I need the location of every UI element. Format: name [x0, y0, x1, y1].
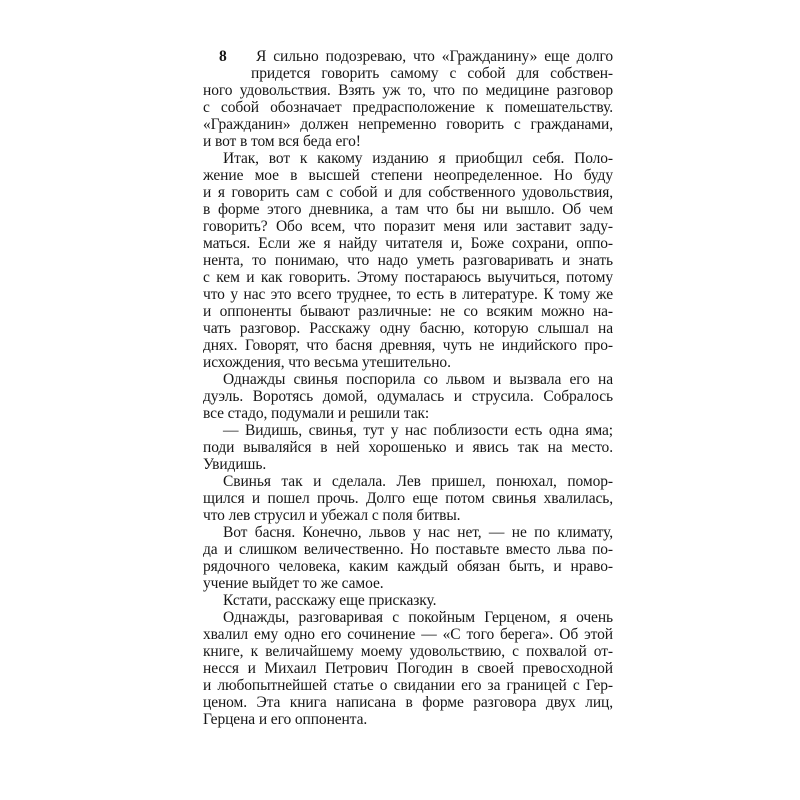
text-line: Однажды, разговаривая с покойным Герценом, я очень [223, 609, 613, 626]
page-number: 8 [219, 48, 227, 65]
text-line: днях. Говорят, что басня древняя, чуть не индийского про- [203, 337, 613, 354]
paragraph [203, 422, 613, 473]
text-line: учение выйдет то же самое. [203, 575, 384, 592]
text-line: дуэль. Воротясь домой, одумалась и струсила. Собралось [203, 388, 613, 405]
text-line: исхождения, что весьма утешительно. [203, 354, 451, 371]
text-line: нента, то понимаю, что надо уметь разговаривать и знать [203, 252, 613, 269]
text-line: Вот басня. Конечно, львов у нас нет, — не по климату, [223, 524, 613, 541]
text-line: щился и пошел прочь. Долго еще потом свинья хвалилась, [203, 490, 613, 507]
text-line: что лев струсил и убежал с поля битвы. [203, 507, 461, 524]
text-line: все стадо, подумали и решили так: [203, 405, 430, 422]
text-block [203, 48, 613, 728]
text-line: Итак, вот к какому изданию я приобщил себя. Поло- [223, 150, 613, 167]
text-line: несся и Михаил Петрович Погодин в своей превосходной [203, 660, 613, 677]
paragraph [203, 150, 613, 371]
text-line: рядочного человека, каким каждый обязан быть, и нраво- [203, 558, 613, 575]
paragraph [203, 371, 613, 422]
text-line: и вот в том вся беда его! [203, 133, 361, 150]
text-line: ценом. Эта книга написана в форме разговора двух лиц, [203, 694, 613, 711]
text-line: да и слишком величественно. Но поставьте вместо льва по- [203, 541, 613, 558]
text-line: — Видишь, свинья, тут у нас поблизости есть одна яма; [223, 422, 613, 439]
text-line: Герцена и его оппонента. [203, 711, 368, 728]
text-line: Кстати, расскажу еще присказку. [223, 592, 437, 609]
text-line: и я говорить сам с собой и для собственного удовольствия, [203, 184, 613, 201]
paragraph [203, 609, 613, 728]
text-line: «Гражданин» должен непременно говорить с гражданами, [203, 116, 613, 133]
text-line: жение мое в высшей степени неопределенное. Но буду [203, 167, 613, 184]
text-line: Свинья так и сделала. Лев пришел, понюхал, помор- [223, 473, 613, 490]
paragraph [203, 592, 613, 609]
text-line: чать разговор. Расскажу одну басню, которую слышал на [203, 320, 613, 337]
text-line: в форме этого дневника, а там что бы ни вышло. Об чем [203, 201, 613, 218]
text-line: и любопытнейшей статье о свидании его за границей с Гер- [203, 677, 613, 694]
text-line: Я сильно подозреваю, что «Гражданину» еще долго [256, 48, 613, 65]
text-line: хвалил ему одно его сочинение — «С того берега». Об этой [203, 626, 613, 643]
text-line: книге, к величайшему моему удовольствию, с похвалой от- [203, 643, 613, 660]
text-line: маться. Если же я найду читателя и, Боже сохрани, оппо- [203, 235, 613, 252]
paragraph [203, 524, 613, 592]
text-line: что у нас это всего труднее, то есть в литературе. К тому же [203, 286, 613, 303]
text-line: ного удовольствия. Взять уж то, что по медицине разговор [203, 82, 613, 99]
paragraph [203, 473, 613, 524]
text-line: с кем и как говорить. Этому постараюсь выучиться, потому [203, 269, 613, 286]
text-line: придется говорить самому с собой для собствен- [251, 65, 613, 82]
text-line: Однажды свинья поспорила со львом и вызвала его на [223, 371, 613, 388]
text-line: и оппоненты бывают различные: не со всяким можно на- [203, 303, 613, 320]
text-line: с собой обозначает предрасположение к помешательству. [203, 99, 613, 116]
text-line: говорить? Обо всем, что поразит меня или заставит заду- [203, 218, 613, 235]
paragraph [203, 48, 613, 150]
text-line: поди вываляйся в ней хорошенько и явись так на место. [203, 439, 613, 456]
text-line: Увидишь. [203, 456, 267, 473]
